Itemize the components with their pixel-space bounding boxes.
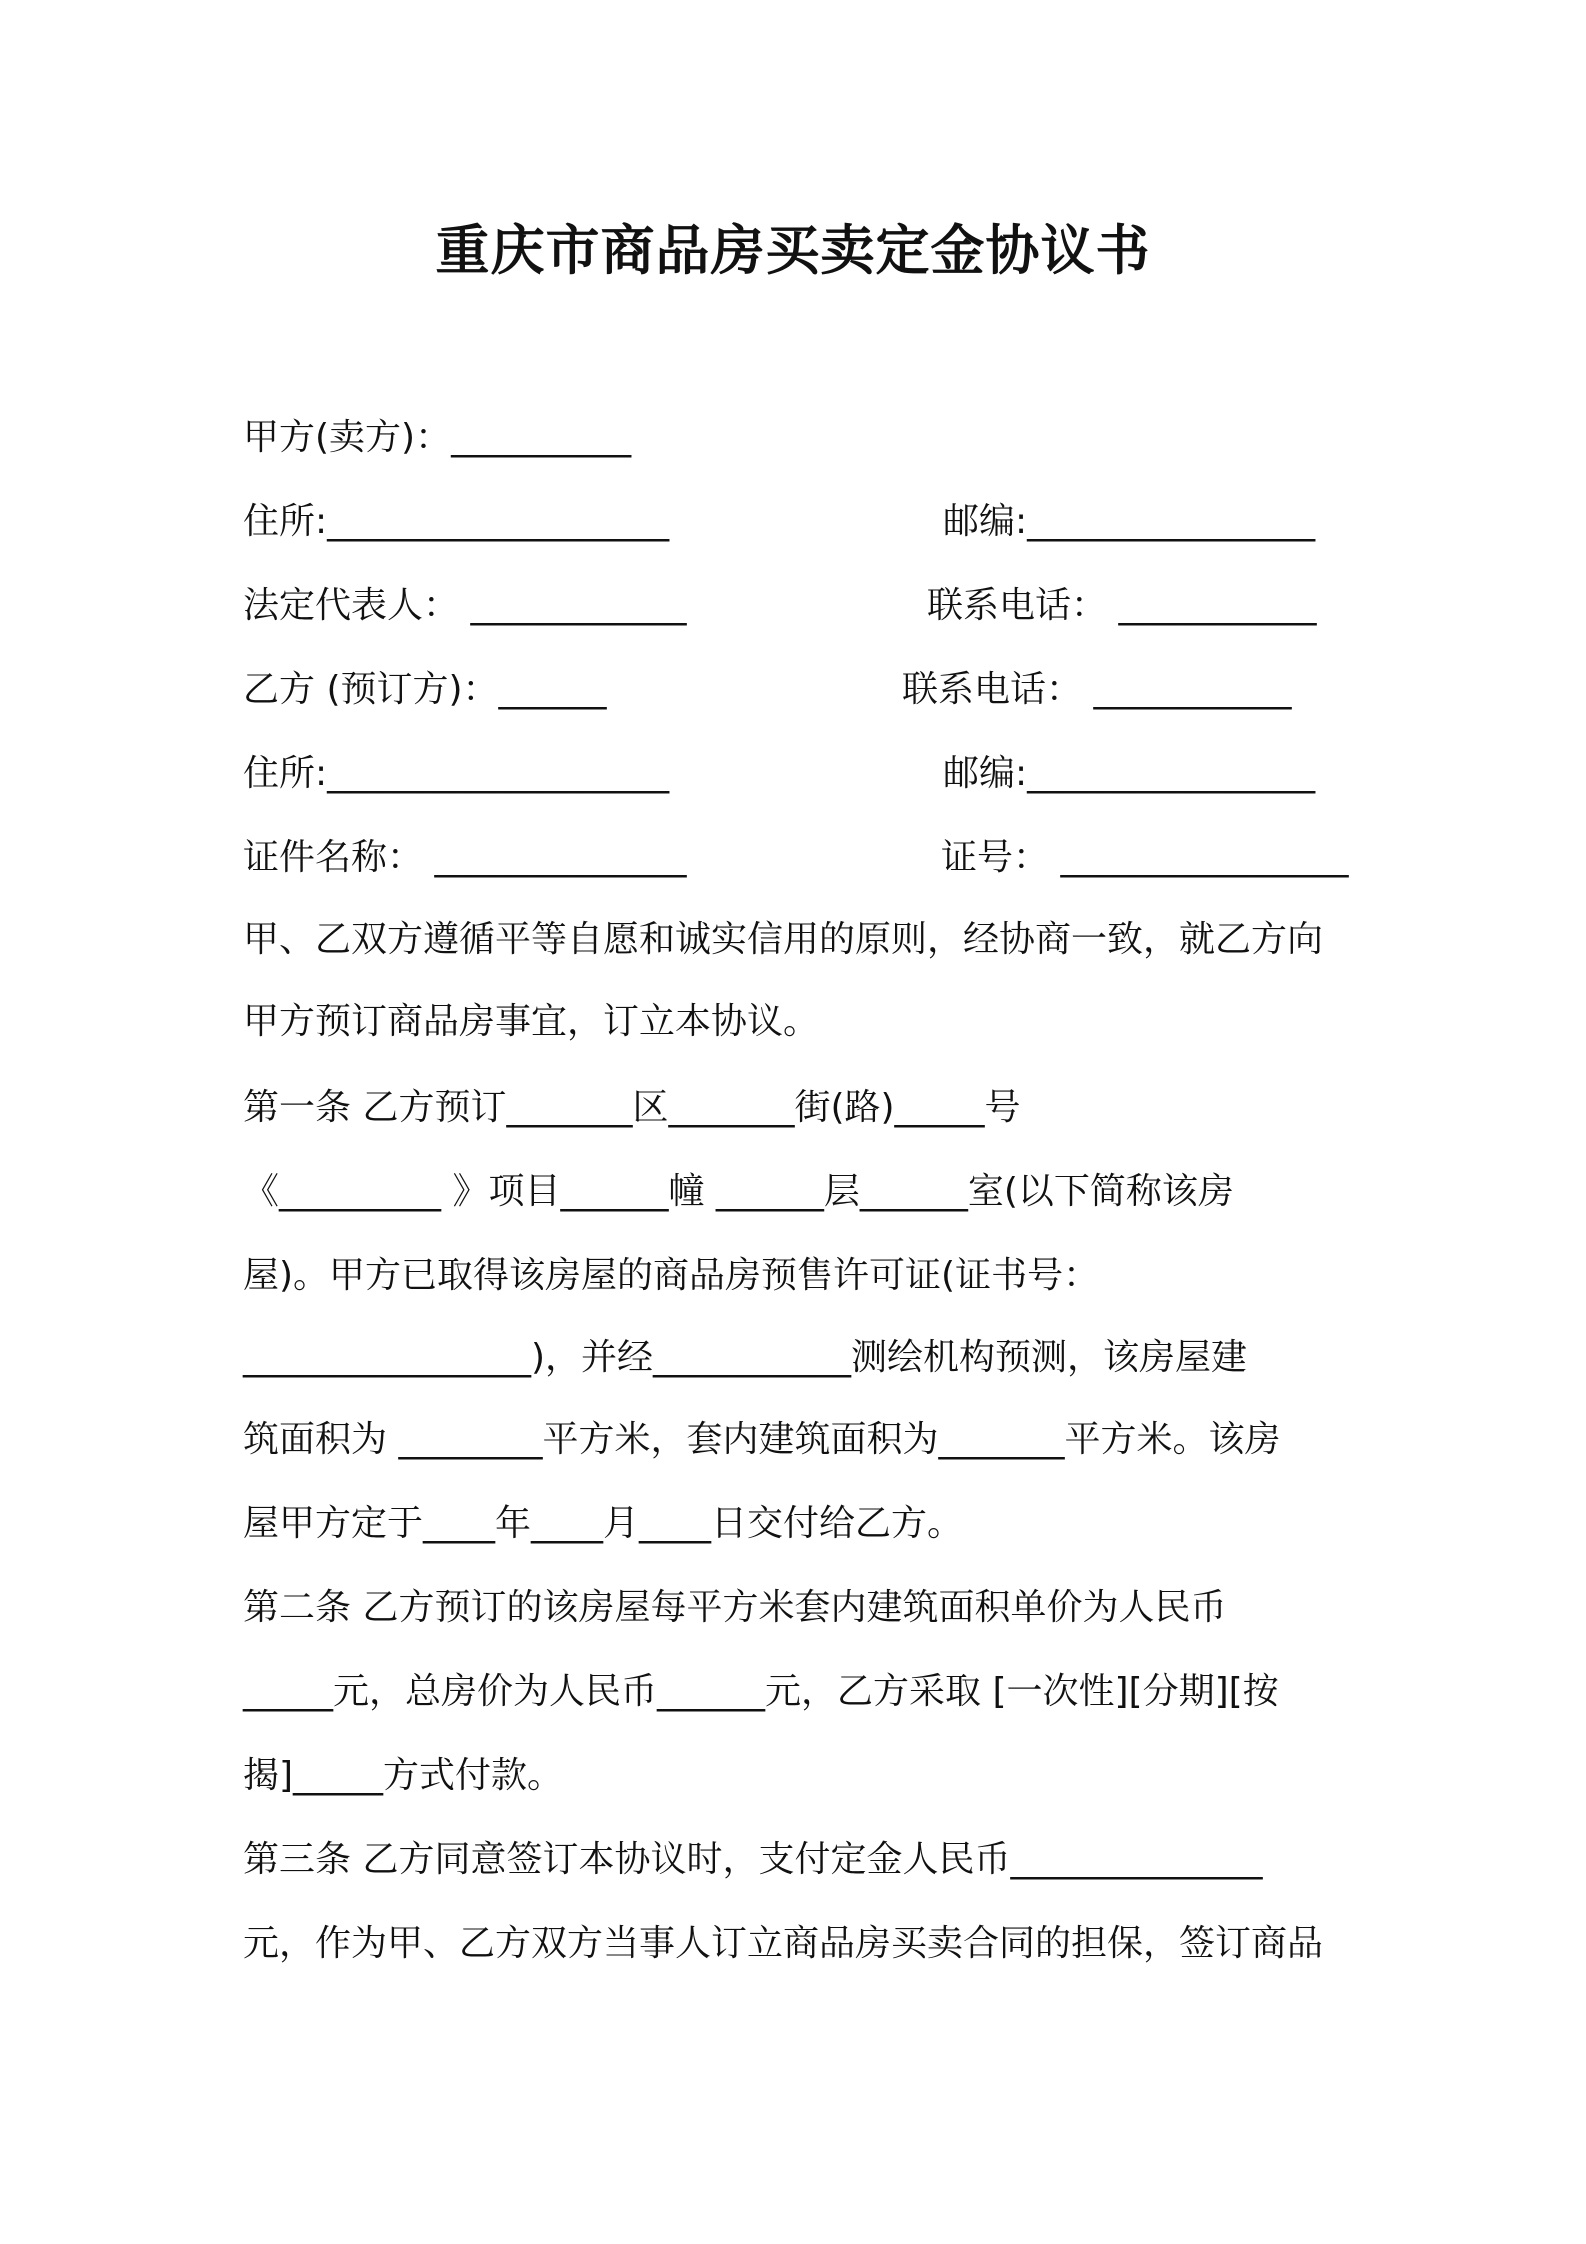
- article2-line-1: 第二条 乙方预订的该房屋每平方米套内建筑面积单价为人民币: [243, 1587, 1227, 1628]
- article1-line-6: 屋甲方定于____年____月____日交付给乙方。: [243, 1503, 964, 1544]
- article3-line-1: 第三条 乙方同意签订本协议时，支付定金人民币______________: [243, 1839, 1263, 1880]
- party-b-label: 乙方 (预订方)：______: [243, 669, 607, 710]
- party-a-address: 住所:___________________: [243, 501, 670, 542]
- party-a-label: 甲方(卖方)：__________: [243, 417, 632, 458]
- party-a-legal-rep: 法定代表人： ____________: [243, 585, 687, 626]
- article1-line-4: ________________)，并经___________测绘机构预测，该房屋建: [243, 1337, 1248, 1378]
- party-a-postcode: 邮编:________________: [943, 501, 1316, 542]
- party-b-postcode: 邮编:________________: [943, 753, 1316, 794]
- intro-line-1: 甲、乙双方遵循平等自愿和诚实信用的原则，经协商一致，就乙方向: [243, 919, 1324, 960]
- article2-line-2: _____元，总房价为人民币______元，乙方采取 [一次性][分期][按: [243, 1671, 1279, 1712]
- article3-line-2: 元，作为甲、乙方双方当事人订立商品房买卖合同的担保，签订商品: [243, 1923, 1324, 1964]
- article1-line-1: 第一条 乙方预订_______区_______街(路)_____号: [243, 1087, 1021, 1128]
- article2-line-3: 揭]_____方式付款。: [243, 1755, 564, 1796]
- party-b-id-type: 证件名称： ______________: [243, 837, 687, 878]
- document-title: 重庆市商品房买卖定金协议书: [435, 219, 1151, 282]
- article1-line-2: 《_________ 》项目______幢 ______层______室(以下简称该房: [243, 1171, 1234, 1212]
- intro-line-2: 甲方预订商品房事宜，订立本协议。: [243, 1001, 820, 1042]
- article1-line-5: 筑面积为 ________平方米，套内建筑面积为_______平方米。该房: [243, 1419, 1281, 1460]
- party-b-id-number: 证号： ________________: [941, 837, 1349, 878]
- party-b-address: 住所:___________________: [243, 753, 670, 794]
- party-b-phone: 联系电话： ___________: [902, 669, 1292, 710]
- article1-line-3: 屋)。甲方已取得该房屋的商品房预售许可证(证书号：: [243, 1255, 1100, 1296]
- party-a-phone: 联系电话： ___________: [927, 585, 1317, 626]
